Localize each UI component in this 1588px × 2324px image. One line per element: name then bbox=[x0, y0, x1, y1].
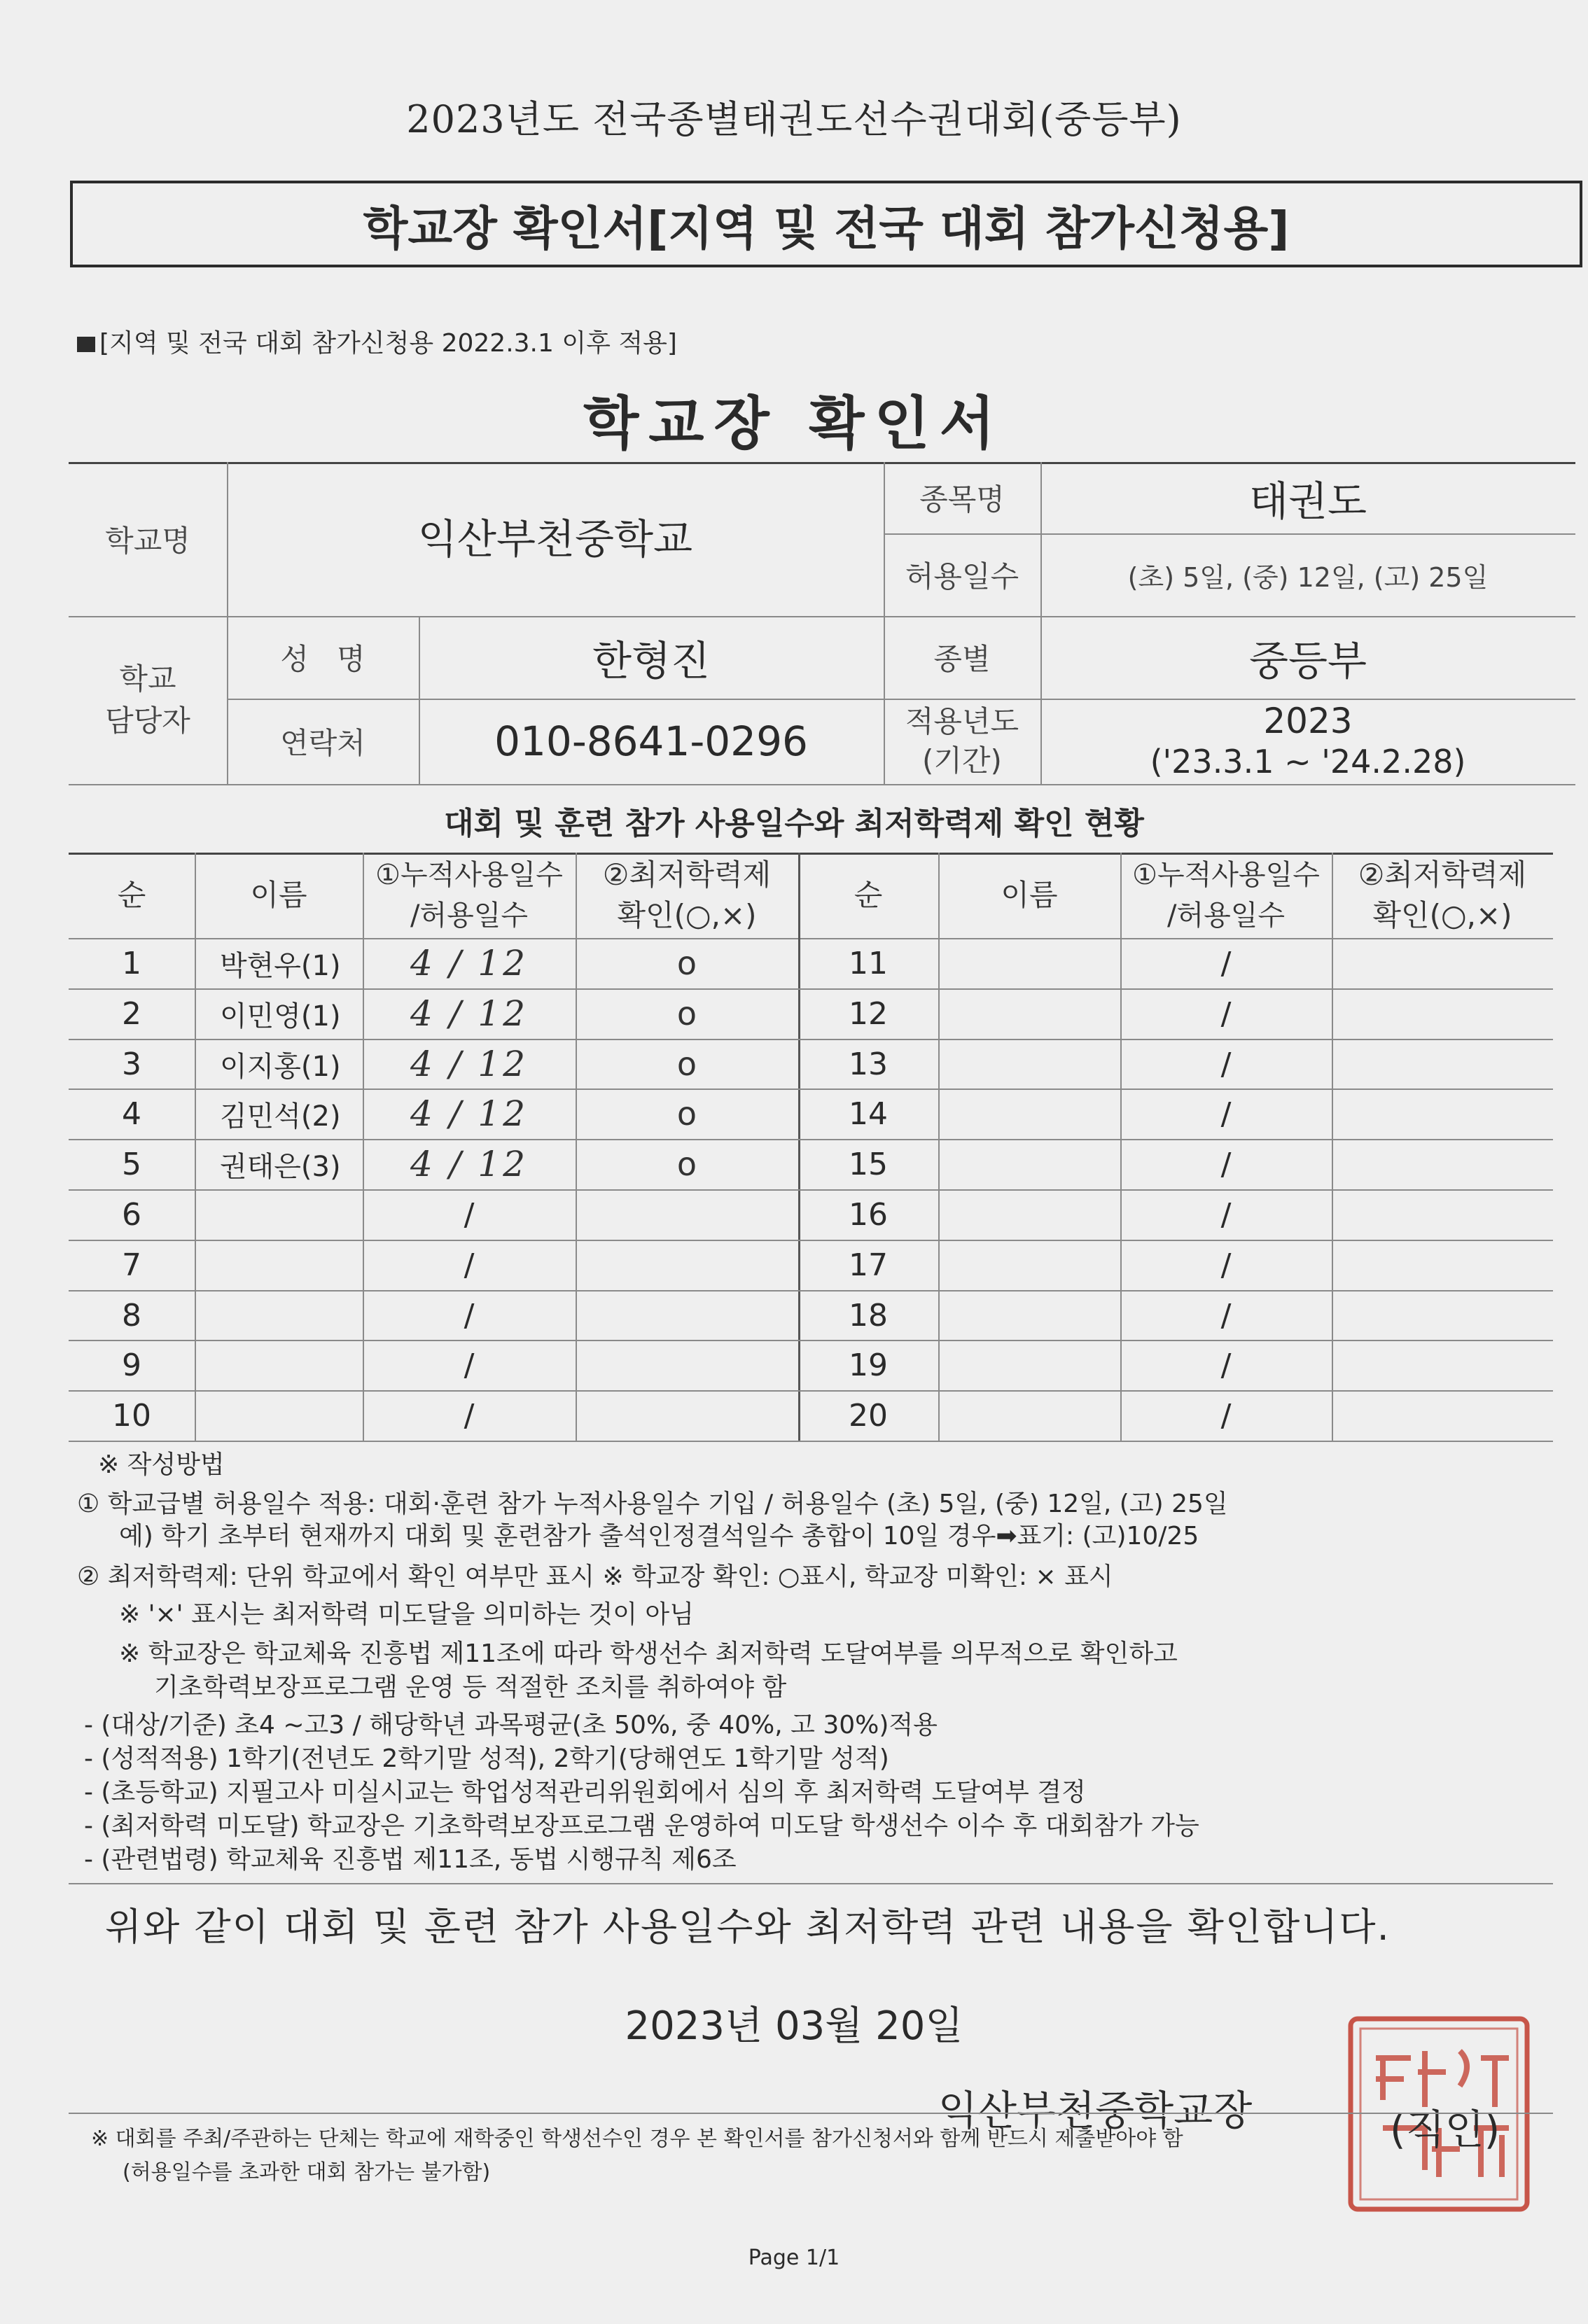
student-name: 권태은(3) bbox=[220, 1150, 341, 1183]
days-used: / bbox=[464, 1247, 475, 1283]
days-used: / bbox=[1220, 945, 1232, 981]
notice-text: [지역 및 전국 대회 참가신청용 2022.3.1 이후 적용] bbox=[99, 329, 677, 358]
academic-check bbox=[576, 1390, 798, 1441]
row-number: 2 bbox=[122, 995, 141, 1032]
footnote-line-2: (허용일수를 초과한 대회 참가는 불가함) bbox=[123, 2160, 491, 2185]
doc-title: 학교장 확인서 bbox=[583, 391, 1005, 457]
method-line: - (대상/기준) 초4 ~고3 / 해당학년 과목평균(초 50%, 중 40%, 고 30%)적용 bbox=[84, 1711, 938, 1740]
days-used: / bbox=[1220, 1397, 1232, 1434]
row-number: 1 bbox=[122, 945, 141, 981]
school-label: 학교명 bbox=[105, 524, 190, 558]
year-label: 적용년도 (기간) bbox=[905, 704, 1019, 778]
days-used: / bbox=[464, 1397, 475, 1434]
student-name bbox=[195, 1189, 363, 1240]
days-used: / bbox=[464, 1297, 475, 1334]
row-number: 13 bbox=[849, 1046, 888, 1082]
method-line: ※ '×' 표시는 최저학력 미도달을 의미하는 것이 아님 bbox=[119, 1600, 694, 1629]
academic-check bbox=[576, 1340, 798, 1390]
academic-check: o bbox=[676, 944, 697, 982]
academic-check bbox=[576, 1290, 798, 1340]
sport-label: 종목명 bbox=[919, 482, 1005, 517]
days-used: / bbox=[1220, 1096, 1232, 1132]
row-number: 8 bbox=[122, 1297, 141, 1334]
name-value: 한형진 bbox=[592, 637, 711, 685]
student-name: 김민석(2) bbox=[220, 1100, 341, 1133]
days-used: 4 / 12 bbox=[410, 1144, 529, 1184]
division-value: 중등부 bbox=[1248, 637, 1367, 685]
row-number: 3 bbox=[122, 1046, 141, 1082]
title-box bbox=[70, 181, 1582, 267]
method-line: 기초학력보장프로그램 운영 등 적절한 조치를 취하여야 함 bbox=[154, 1673, 787, 1702]
header-no-right: 순 bbox=[854, 878, 883, 912]
method-line: - (관련법령) 학교체육 진흥법 제11조, 동법 시행규칙 제6조 bbox=[84, 1845, 737, 1874]
header-days-right: ①누적사용일수 /허용일수 bbox=[1132, 859, 1320, 932]
header-name-right: 이름 bbox=[1001, 878, 1058, 912]
method-line: ① 학교급별 허용일수 적용: 대회·훈련 참가 누적사용일수 기입 / 허용일수 (초) 5일, (중) 12일, (고) 25일 bbox=[77, 1490, 1228, 1518]
division-label: 종별 bbox=[933, 642, 991, 676]
academic-check: o bbox=[676, 995, 697, 1032]
days-used: / bbox=[1220, 1347, 1232, 1383]
name-label: 성 명 bbox=[280, 642, 365, 676]
row-number: 5 bbox=[122, 1146, 141, 1182]
sport-value: 태권도 bbox=[1248, 477, 1367, 525]
row-number: 14 bbox=[849, 1096, 888, 1132]
row-number: 11 bbox=[849, 945, 888, 981]
academic-check bbox=[576, 1189, 798, 1240]
days-used: / bbox=[1220, 995, 1232, 1032]
row-number: 16 bbox=[849, 1196, 888, 1233]
student-name: 이민영(1) bbox=[220, 1000, 341, 1032]
allowed-value: (초) 5일, (중) 12일, (고) 25일 bbox=[1127, 561, 1489, 593]
days-used: / bbox=[1220, 1196, 1232, 1233]
method-line: - (최저학력 미도달) 학교장은 기초학력보장프로그램 운영하여 미도달 학생선수 이수 후 대회참가 가능 bbox=[84, 1812, 1199, 1840]
days-used: / bbox=[1220, 1247, 1232, 1283]
page-number: Page 1/1 bbox=[748, 2246, 840, 2270]
method-line: 예) 학기 초부터 현재까지 대회 및 훈련참가 출석인정결석일수 총합이 10일 경우➡표기: (고)10/25 bbox=[119, 1522, 1199, 1550]
method-line: - (성적적용) 1학기(전년도 2학기말 성적), 2학기(당해연도 1학기말 성적) bbox=[84, 1744, 889, 1773]
header-academic-left: ②최저학력제 확인(○,×) bbox=[602, 858, 772, 932]
row-number: 20 bbox=[849, 1397, 888, 1434]
days-used: / bbox=[1220, 1297, 1232, 1334]
header-name-left: 이름 bbox=[250, 878, 307, 912]
days-used: 4 / 12 bbox=[410, 1044, 529, 1084]
contact-value: 010-8641-0296 bbox=[494, 718, 808, 765]
seal-label: (직인) bbox=[1390, 2106, 1500, 2153]
days-used: / bbox=[464, 1347, 475, 1383]
row-number: 15 bbox=[849, 1146, 888, 1182]
method-line: ※ 학교장은 학교체육 진흥법 제11조에 따라 학생선수 최저학력 도달여부를 의무적으로 확인하고 bbox=[119, 1639, 1178, 1668]
days-used: 4 / 12 bbox=[410, 1093, 529, 1134]
year-value: 2023 bbox=[1263, 701, 1353, 741]
row-number: 17 bbox=[849, 1247, 888, 1283]
row-number: 6 bbox=[122, 1196, 141, 1233]
academic-check: o bbox=[676, 1095, 697, 1133]
section-title: 대회 및 훈련 참가 사용일수와 최저학력제 확인 현황 bbox=[444, 806, 1144, 841]
principal-name: 익산부천중학교장 bbox=[938, 2087, 1253, 2134]
header-days-left: ①누적사용일수 /허용일수 bbox=[375, 859, 563, 932]
row-number: 12 bbox=[849, 995, 888, 1032]
days-used: 4 / 12 bbox=[410, 943, 529, 983]
issue-date: 2023년 03월 20일 bbox=[625, 2003, 963, 2049]
row-number: 7 bbox=[122, 1247, 141, 1283]
row-number: 19 bbox=[849, 1347, 888, 1383]
student-name bbox=[195, 1340, 363, 1390]
header-academic-right: ②최저학력제 확인(○,×) bbox=[1358, 858, 1527, 932]
square-bullet-icon bbox=[77, 337, 95, 352]
student-name: 이지홍(1) bbox=[220, 1050, 341, 1083]
academic-check bbox=[576, 1240, 798, 1290]
footnote-line-1: ※ 대회를 주최/주관하는 단체는 학교에 재학중인 학생선수인 경우 본 확인서를 참가신청서와 함께 반드시 제출받아야 함 bbox=[91, 2127, 1183, 2151]
student-name: 박현우(1) bbox=[220, 949, 341, 982]
student-name bbox=[195, 1290, 363, 1340]
student-name bbox=[195, 1240, 363, 1290]
box-title: 학교장 확인서[지역 및 전국 대회 참가신청용] bbox=[363, 201, 1290, 255]
school-value: 익산부천중학교 bbox=[417, 515, 693, 563]
row-number: 10 bbox=[112, 1397, 151, 1434]
event-title: 2023년도 전국종별태권도선수권대회(중등부) bbox=[406, 97, 1182, 141]
days-used: / bbox=[464, 1196, 475, 1233]
allowed-label: 허용일수 bbox=[905, 559, 1019, 594]
manager-label: 학교 담당자 bbox=[105, 662, 190, 738]
header-no-left: 순 bbox=[117, 878, 146, 912]
row-number: 9 bbox=[122, 1347, 141, 1383]
academic-check: o bbox=[676, 1045, 697, 1083]
row-number: 4 bbox=[122, 1096, 141, 1132]
academic-check: o bbox=[676, 1145, 697, 1183]
method-line: ② 최저학력제: 단위 학교에서 확인 여부만 표시 ※ 학교장 확인: ○표시, 학교장 미확인: × 표시 bbox=[77, 1562, 1113, 1591]
days-used: / bbox=[1220, 1046, 1232, 1082]
period-value: ('23.3.1 ~ '24.2.28) bbox=[1150, 743, 1466, 780]
days-used: 4 / 12 bbox=[410, 993, 529, 1034]
notice bbox=[77, 323, 677, 359]
student-name bbox=[195, 1390, 363, 1441]
row-number: 18 bbox=[849, 1297, 888, 1334]
method-line: - (초등학교) 지필고사 미실시교는 학업성적관리위원회에서 심의 후 최저학력 도달여부 결정 bbox=[84, 1778, 1086, 1807]
contact-label: 연락처 bbox=[280, 726, 365, 760]
year-cell bbox=[1040, 699, 1575, 784]
method-title: ※ 작성방법 bbox=[98, 1450, 225, 1479]
days-used: / bbox=[1220, 1146, 1232, 1182]
confirmation-statement: 위와 같이 대회 및 훈련 참가 사용일수와 최저학력 관련 내용을 확인합니다. bbox=[105, 1905, 1391, 1949]
